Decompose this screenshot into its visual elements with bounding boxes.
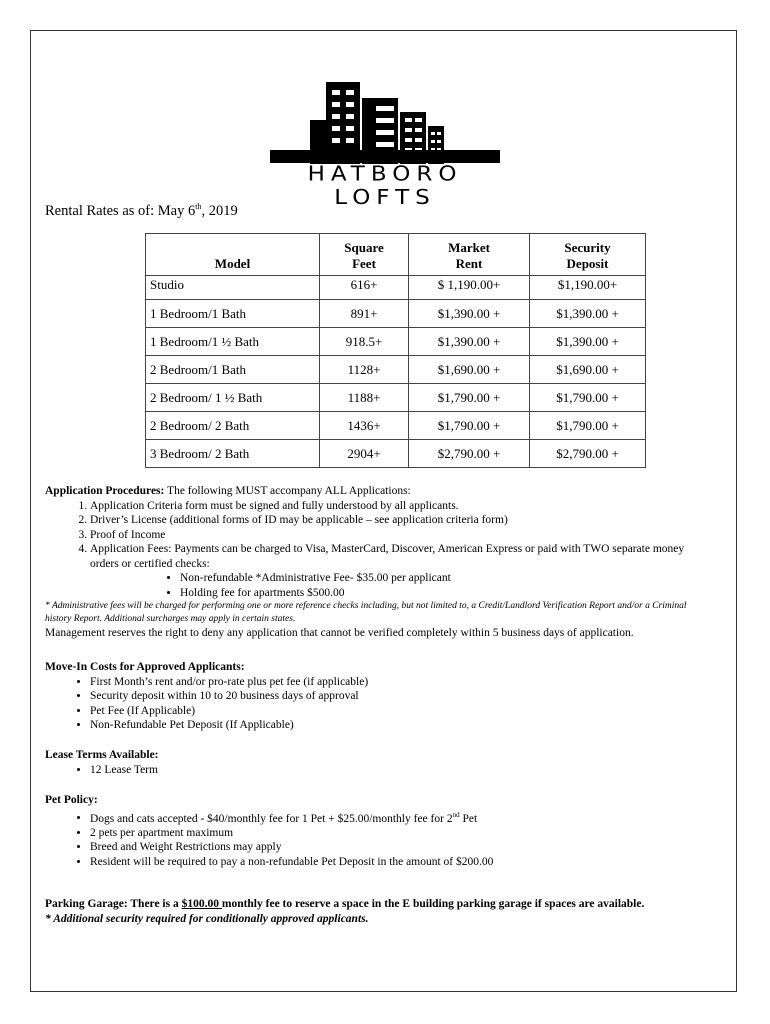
rental-rates-table bbox=[145, 233, 646, 468]
list-item: • Pet Fee (If Applicable) bbox=[90, 704, 715, 719]
logo-text: HATBORO LOFTS bbox=[307, 162, 463, 210]
cell-sqft: 891+ bbox=[320, 300, 409, 328]
cell-rent: $1,390.00 + bbox=[409, 300, 530, 328]
administrative-footnote: * Administrative fees will be charged for performing one or more reference checks including, but not limited to, a Credit/Landlord Verification Report and/or a Criminal history Report. Additional surcharges may apply in certain states. bbox=[45, 601, 687, 624]
pet-item-text-end: Pet bbox=[459, 812, 478, 825]
management-note: Management reserves the right to deny any application that cannot be verified completely within 5 business days of application. bbox=[45, 627, 634, 639]
cell-model: 1 Bedroom/1 Bath bbox=[146, 300, 320, 328]
list-item: 4. Application Fees: Payments can be charged to Visa, MasterCard, Discover, American Express or paid with TWO separate money orders or certified checks: bbox=[90, 542, 715, 571]
list-item: • Resident will be required to pay a non-refundable Pet Deposit in the amount of $200.00 bbox=[90, 855, 715, 870]
list-item: • 12 Lease Term bbox=[90, 763, 715, 778]
parking-prefix: Parking Garage: There is a bbox=[45, 898, 182, 910]
header-rent-line2: Rent bbox=[455, 256, 483, 271]
cell-deposit: $1,690.00 + bbox=[530, 356, 646, 384]
cell-sqft: 1436+ bbox=[320, 412, 409, 440]
cell-model: Studio bbox=[146, 276, 320, 300]
rates-heading-suffix: , 2019 bbox=[201, 202, 238, 219]
list-item: 1. Application Criteria form must be signed and fully understood by all applicants. bbox=[90, 499, 715, 514]
header-rent-line1: Market bbox=[448, 240, 490, 255]
list-item: • Holding fee for apartments $500.00 bbox=[180, 586, 715, 601]
parking-line bbox=[45, 897, 715, 912]
list-item: • Non-refundable *Administrative Fee- $35.00 per applicant bbox=[180, 571, 715, 586]
header-security-deposit bbox=[530, 234, 646, 276]
application-section bbox=[45, 484, 715, 641]
table-row bbox=[146, 276, 646, 300]
cell-deposit: $1,190.00+ bbox=[530, 276, 646, 300]
pet-item-text: Dogs and cats accepted - $40/monthly fee for 1 Pet + $25.00/monthly fee for 2 bbox=[90, 812, 453, 825]
table-row bbox=[146, 356, 646, 384]
pet-section bbox=[45, 793, 715, 869]
cell-rent: $1,390.00 + bbox=[409, 328, 530, 356]
table-header-row bbox=[146, 234, 646, 276]
cell-rent: $1,790.00 + bbox=[409, 412, 530, 440]
parking-section bbox=[45, 897, 715, 926]
table-row bbox=[146, 412, 646, 440]
cell-sqft: 616+ bbox=[320, 276, 409, 300]
move-in-list bbox=[45, 675, 715, 733]
table-row bbox=[146, 328, 646, 356]
list-item: 2. Driver’s License (additional forms of ID may be applicable – see application criteria form) bbox=[90, 513, 715, 528]
cell-sqft: 1188+ bbox=[320, 384, 409, 412]
list-item bbox=[90, 808, 715, 826]
cell-rent: $1,690.00 + bbox=[409, 356, 530, 384]
cell-rent: $1,790.00 + bbox=[409, 384, 530, 412]
application-list bbox=[45, 499, 715, 572]
list-item: • Breed and Weight Restrictions may apply bbox=[90, 840, 715, 855]
header-square-feet bbox=[320, 234, 409, 276]
table-row bbox=[146, 384, 646, 412]
pet-item-sup: nd bbox=[452, 810, 460, 819]
lease-list bbox=[45, 763, 715, 778]
header-sqft-line1: Square bbox=[344, 240, 384, 255]
move-in-title: Move-In Costs for Approved Applicants: bbox=[45, 661, 245, 673]
cell-deposit: $1,390.00 + bbox=[530, 300, 646, 328]
application-intro bbox=[45, 484, 715, 499]
rates-heading-sup: th bbox=[195, 202, 202, 211]
cell-deposit: $2,790.00 + bbox=[530, 440, 646, 468]
rates-heading-prefix: Rental Rates as of: May 6 bbox=[45, 202, 196, 219]
additional-security-note: * Additional security required for conditionally approved applicants. bbox=[45, 912, 369, 925]
cell-deposit: $1,790.00 + bbox=[530, 384, 646, 412]
cell-sqft: 1128+ bbox=[320, 356, 409, 384]
table-row bbox=[146, 440, 646, 468]
pet-list bbox=[45, 808, 715, 870]
cell-model: 3 Bedroom/ 2 Bath bbox=[146, 440, 320, 468]
list-item: • First Month’s rent and/or pro-rate plus pet fee (if applicable) bbox=[90, 675, 715, 690]
cell-sqft: 918.5+ bbox=[320, 328, 409, 356]
list-item: • Non-Refundable Pet Deposit (If Applicable) bbox=[90, 718, 715, 733]
fee-list bbox=[45, 571, 715, 600]
cell-model: 2 Bedroom/1 Bath bbox=[146, 356, 320, 384]
header-dep-line1: Security bbox=[564, 240, 611, 255]
parking-suffix: monthly fee to reserve a space in the E building parking garage if spaces are available. bbox=[221, 898, 645, 910]
pet-title: Pet Policy: bbox=[45, 794, 98, 806]
cell-deposit: $1,790.00 + bbox=[530, 412, 646, 440]
cell-model: 2 Bedroom/ 1 ½ Bath bbox=[146, 384, 320, 412]
list-item: • 2 pets per apartment maximum bbox=[90, 826, 715, 841]
list-item: 3. Proof of Income bbox=[90, 528, 715, 543]
cell-deposit: $1,390.00 + bbox=[530, 328, 646, 356]
cell-model: 1 Bedroom/1 ½ Bath bbox=[146, 328, 320, 356]
lease-section bbox=[45, 748, 715, 777]
application-intro-text: The following MUST accompany ALL Applications: bbox=[164, 485, 411, 497]
table-row bbox=[146, 300, 646, 328]
cell-sqft: 2904+ bbox=[320, 440, 409, 468]
list-item: • Security deposit within 10 to 20 business days of approval bbox=[90, 689, 715, 704]
lease-title: Lease Terms Available: bbox=[45, 749, 159, 761]
header-model: Model bbox=[146, 234, 320, 276]
header-sqft-line2: Feet bbox=[352, 256, 376, 271]
cell-model: 2 Bedroom/ 2 Bath bbox=[146, 412, 320, 440]
rental-rates-heading bbox=[45, 202, 238, 220]
header-market-rent bbox=[409, 234, 530, 276]
application-title: Application Procedures: bbox=[45, 485, 165, 497]
move-in-section bbox=[45, 660, 715, 733]
cell-rent: $ 1,190.00+ bbox=[409, 276, 530, 300]
parking-amount: $100.00 bbox=[181, 898, 222, 910]
header-dep-line2: Deposit bbox=[566, 256, 609, 271]
cell-rent: $2,790.00 + bbox=[409, 440, 530, 468]
